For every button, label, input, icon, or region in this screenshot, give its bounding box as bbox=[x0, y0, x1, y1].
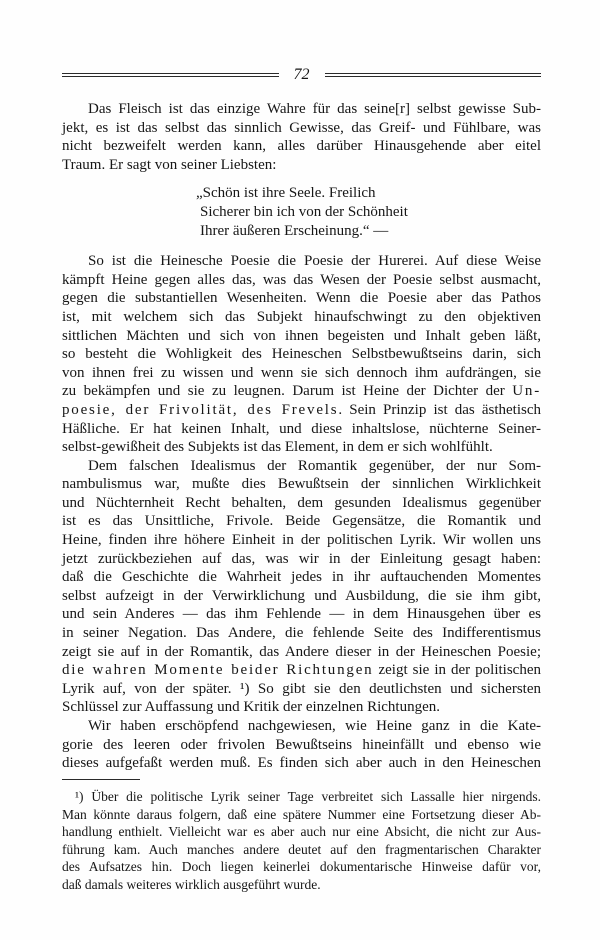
body-text bbox=[62, 100, 541, 773]
paragraph bbox=[62, 252, 541, 457]
text-run: daß die Geschichte die Wahrheit jedes in ihr auftauchenden Momentes bbox=[62, 569, 541, 586]
text-run: „Schön ist ihre Seele. Freilich bbox=[196, 185, 376, 202]
text-line bbox=[62, 289, 541, 308]
text-line bbox=[62, 550, 541, 569]
text-run: selbst aufzeigt in der Verwirklichung und Ausbildung, die sie ihm gibt, bbox=[62, 587, 541, 604]
footnotes bbox=[62, 779, 541, 894]
text-line bbox=[62, 327, 541, 346]
text-line bbox=[62, 587, 541, 606]
text-line bbox=[62, 736, 541, 755]
text-run: und sein Anderes — das ihm Fehlende — in dem Hinausgehen über es bbox=[62, 606, 541, 623]
text-run: selbst-gewißheit des Subjekts ist das Element, in dem er sich wohlfühlt. bbox=[62, 439, 493, 456]
text-run: so besteht die Wohligkeit des Heineschen Selbstbewußtseins darin, sich bbox=[62, 346, 541, 363]
spaced-text: Un- bbox=[512, 383, 541, 400]
text-line bbox=[62, 643, 541, 662]
text-run: Lyrik auf, von der später. ¹) So gibt sie den deutlichsten und sichersten bbox=[62, 680, 541, 697]
text-line bbox=[62, 680, 541, 699]
text-line bbox=[62, 100, 541, 119]
verse-quote bbox=[62, 184, 541, 240]
text-line bbox=[62, 137, 541, 156]
text-run: und Nüchternheit Recht behalten, dem gesunden Idealismus gegenüber bbox=[62, 494, 541, 511]
text-line bbox=[62, 698, 541, 717]
text-run: nicht bezweifelt werden kann, alles darüber Hinausgehende aber eitel bbox=[62, 138, 541, 155]
paragraph bbox=[62, 717, 541, 773]
text-line bbox=[62, 494, 541, 513]
text-line bbox=[62, 717, 541, 736]
text-line bbox=[62, 271, 541, 290]
text-run: zeigt sie auf in der Romantik, das Andere dieser in der Heineschen Poesie; bbox=[62, 643, 541, 660]
footnote-line: Man könnte daraus folgern, daß eine spätere Nummer eine Fortsetzung dieser Ab- bbox=[62, 806, 541, 822]
verse-line bbox=[196, 184, 541, 203]
text-run: gorie des leeren oder frivolen Bewußtseins hineinfällt und ebenso wie bbox=[62, 736, 541, 753]
text-line bbox=[62, 308, 541, 327]
text-run: zeigt sie in der politischen bbox=[373, 662, 541, 679]
text-run: in seiner Negation. Das Andere, die fehlende Seite des Indifferentismus bbox=[62, 625, 541, 642]
text-line bbox=[62, 364, 541, 383]
footnote-line: ¹) Über die politische Lyrik seiner Tage verbreitet sich Lassalle hier nirgends. bbox=[75, 789, 541, 804]
text-run: von ihnen frei zu wissen und wenn sie sich dennoch ihm aufdrängen, sie bbox=[62, 364, 541, 381]
text-line bbox=[62, 345, 541, 364]
text-line bbox=[62, 252, 541, 271]
text-line bbox=[62, 119, 541, 138]
text-run: jetzt zurückbeziehen auf das, was wir in der Einleitung gesagt haben: bbox=[62, 550, 541, 567]
paragraph bbox=[62, 100, 541, 174]
footnote-line: handlung enthielt. Vielleicht war es aber auch nur eine Absicht, die nicht zur Aus- bbox=[62, 824, 541, 840]
text-run: gegen die substantiellen Wesenheiten. Wenn die Poesie aber das Pathos bbox=[62, 290, 541, 307]
text-line bbox=[62, 401, 541, 420]
text-run: Traum. Er sagt von seiner Liebsten: bbox=[62, 156, 277, 173]
text-line bbox=[62, 457, 541, 476]
text-run: Das Fleisch ist das einzige Wahre für das seine[r] selbst gewisse Sub- bbox=[88, 101, 541, 117]
text-line bbox=[62, 568, 541, 587]
text-run: Sicherer bin ich von der Schönheit bbox=[200, 203, 408, 220]
text-line bbox=[62, 531, 541, 550]
text-run: ist es das Unsittliche, Frivole. Beide Gegensätze, die Romantik und bbox=[62, 513, 541, 530]
text-run: Heine, finden ihre höhere Einheit in der politischen Lyrik. Wir wollen uns bbox=[62, 532, 541, 549]
text-run: Wir haben erschöpfend nachgewiesen, wie Heine ganz in die Kate- bbox=[88, 718, 541, 734]
text-line bbox=[62, 605, 541, 624]
text-line bbox=[62, 661, 541, 680]
text-run: Ihrer äußeren Erscheinung.“ — bbox=[200, 222, 389, 239]
text-run: . Sein Prinzip ist das ästhetisch bbox=[338, 401, 541, 418]
spaced-text: poesie, der Frivolität, des Frevels bbox=[62, 401, 339, 418]
text-line bbox=[62, 382, 541, 401]
text-run: Dem falschen Idealismus der Romantik gegenüber, der nur Som- bbox=[88, 457, 541, 474]
text-run: jekt, es ist das selbst das sinnlich Gewisse, das Greif- und Fühlbare, was bbox=[62, 119, 541, 136]
text-line bbox=[62, 624, 541, 643]
paragraph bbox=[62, 457, 541, 717]
text-run: Schlüssel zur Auffassung und Kritik der einzelnen Richtungen. bbox=[62, 699, 440, 716]
text-run: zu bekämpfen und sie zu leugnen. Darum ist Heine der Dichter der bbox=[62, 383, 513, 400]
text-line bbox=[62, 512, 541, 531]
text-line bbox=[62, 438, 541, 457]
footnote-line: führung kam. Auch manches andere deutet auf den fragmentarischen Charakter bbox=[62, 841, 541, 857]
text-run: sittlichen Mächten und sich von ihnen begeisten und Inhalt geben läßt, bbox=[62, 327, 541, 344]
verse-line bbox=[200, 203, 541, 222]
footnote bbox=[62, 788, 541, 894]
text-line bbox=[62, 754, 541, 773]
text-line bbox=[62, 420, 541, 439]
text-run: dieses aufgefaßt werden muß. Es finden sich aber auch in den Heineschen bbox=[62, 755, 541, 772]
footnote-line: daß damals weiteres wirklich ausgeführt wurde. bbox=[62, 876, 321, 892]
text-run: Häßliche. Er hat keinen Inhalt, und diese inhaltslose, nüchterne Seiner- bbox=[62, 420, 541, 437]
footnote-separator bbox=[62, 779, 140, 780]
text-line bbox=[62, 475, 541, 494]
page-number: 72 bbox=[293, 66, 310, 83]
verse-line bbox=[200, 222, 541, 241]
header-rule-right bbox=[325, 73, 542, 77]
text-run: So ist die Heinesche Poesie die Poesie der Hurerei. Auf diese Weise bbox=[88, 253, 541, 270]
footnote-line: des Aufsatzes hin. Doch liegen keinerlei dokumentarische Hinweise dafür vor, bbox=[62, 859, 541, 875]
page-header bbox=[62, 66, 541, 84]
text-run: kämpft Heine gegen alles das, was das Wesen der Poesie selbst ausmacht, bbox=[62, 271, 541, 288]
spaced-text: die wahren Momente beider Richtungen bbox=[62, 662, 374, 679]
header-rule-left bbox=[62, 73, 279, 77]
text-run: nambulismus war, mußte dies Bewußtsein der sinnlichen Wirklichkeit bbox=[62, 476, 541, 493]
text-line bbox=[62, 156, 541, 175]
text-run: ist, mit welchem sich das Subjekt hinaufschwingt zu den objektiven bbox=[62, 308, 541, 325]
